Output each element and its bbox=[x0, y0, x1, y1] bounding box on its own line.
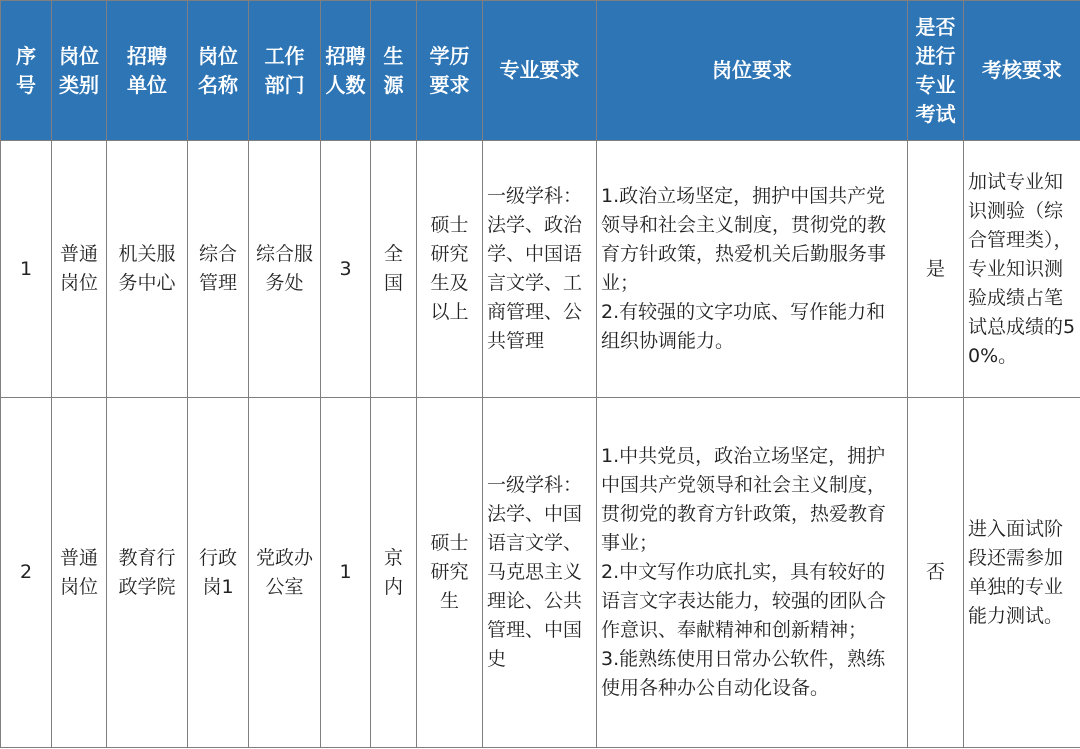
header-education: 学历要求 bbox=[417, 1, 483, 141]
cell-position: 行政岗1 bbox=[188, 398, 249, 748]
header-no: 序号 bbox=[1, 1, 52, 141]
cell-exam: 否 bbox=[908, 398, 964, 748]
cell-no: 2 bbox=[1, 398, 52, 748]
cell-department: 党政办公室 bbox=[249, 398, 321, 748]
cell-assessment: 进入面试阶段还需参加单独的专业能力测试。 bbox=[964, 398, 1080, 748]
header-category: 岗位类别 bbox=[52, 1, 107, 141]
cell-exam: 是 bbox=[908, 141, 964, 398]
header-exam: 是否进行专业考试 bbox=[908, 1, 964, 141]
cell-origin: 全国 bbox=[371, 141, 417, 398]
header-assessment: 考核要求 bbox=[964, 1, 1080, 141]
header-row bbox=[1, 1, 1080, 141]
header-major: 专业要求 bbox=[483, 1, 597, 141]
cell-category: 普通岗位 bbox=[52, 141, 107, 398]
cell-department: 综合服务处 bbox=[249, 141, 321, 398]
cell-major: 一级学科：法学、中国语言文学、马克思主义理论、公共管理、中国史 bbox=[483, 398, 597, 748]
header-requirements: 岗位要求 bbox=[597, 1, 908, 141]
cell-assessment: 加试专业知识测验（综合管理类），专业知识测验成绩占笔试总成绩的50%。 bbox=[964, 141, 1080, 398]
header-position: 岗位名称 bbox=[188, 1, 249, 141]
header-count: 招聘人数 bbox=[321, 1, 371, 141]
header-origin: 生源 bbox=[371, 1, 417, 141]
cell-origin: 京内 bbox=[371, 398, 417, 748]
cell-count: 1 bbox=[321, 398, 371, 748]
cell-count: 3 bbox=[321, 141, 371, 398]
cell-position: 综合管理 bbox=[188, 141, 249, 398]
cell-category: 普通岗位 bbox=[52, 398, 107, 748]
cell-requirements: 1.政治立场坚定，拥护中国共产党领导和社会主义制度，贯彻党的教育方针政策，热爱机关后勤服务事业； 2.有较强的文字功底、写作能力和组织协调能力。 bbox=[597, 141, 908, 398]
cell-no: 1 bbox=[1, 141, 52, 398]
cell-major: 一级学科：法学、政治学、中国语言文学、工商管理、公共管理 bbox=[483, 141, 597, 398]
cell-unit: 教育行政学院 bbox=[107, 398, 188, 748]
header-unit: 招聘单位 bbox=[107, 1, 188, 141]
cell-education: 硕士研究生及以上 bbox=[417, 141, 483, 398]
header-department: 工作部门 bbox=[249, 1, 321, 141]
cell-unit: 机关服务中心 bbox=[107, 141, 188, 398]
table-row bbox=[1, 141, 1080, 398]
cell-requirements: 1.中共党员，政治立场坚定，拥护中国共产党领导和社会主义制度，贯彻党的教育方针政策，热爱教育事业； 2.中文写作功底扎实，具有较好的语言文字表达能力，较强的团队合作意识、奉献精神和创新精神； 3.能熟练使用日常办公软件，熟练使用各种办公自动化设备。 bbox=[597, 398, 908, 748]
table-row bbox=[1, 398, 1080, 748]
cell-education: 硕士研究生 bbox=[417, 398, 483, 748]
